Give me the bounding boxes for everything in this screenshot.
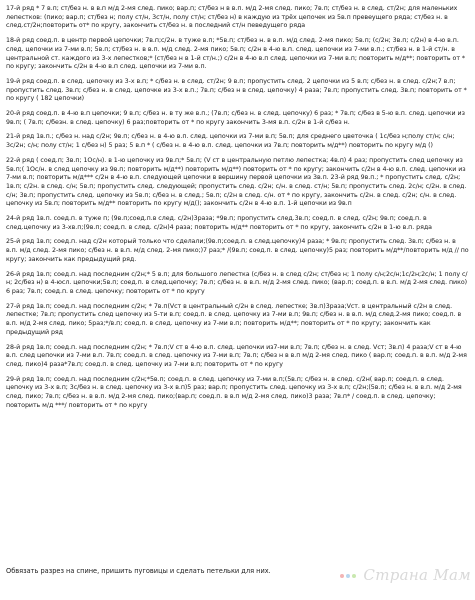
row-27-paragraph: 27-й ряд 1в.п; соед.п. над последним с/2н; * 7в.п(Vст в центральный с/2н в след. лепестке; 3в.п)3раза;Vст. в центральный с/2н в след. лепестке; 7в.п; пропустить след цепочку из 5-ти в.п; соед.п. в след. цепочку из 7-ми в.п; 9в.п; с/без н. в в.п. м/д след.2-мя пико; соед.п. в в.п. м/д 2-мя след. пико; 5раз;*/в.п; соед.п. в след. цепочку из 7-ми в.п; повторить м/д**; повторить от * по кругу; закончить как предыдущий ряд — [6, 302, 462, 336]
row-20-paragraph: 20-й ряд соед.п. в 4-ю в.п цепочки; 9 в.п; с/без н. в ту же в.п.; (7в.п; с/без н. в след. цепочку) 6 раз; * 7в.п; с/без в 5-ю в.п. след. цепочки из 9в.п; ( 7в.п; с/безн. в след. цепочку) 6 раз;повторить от * по кругу закончить 3-мя в.п. с/2н в 1-й с/без н. — [6, 110, 465, 126]
row-19-paragraph: 19-й ряд соед.п. в след. цепочку из 3-х в.п; * с/без н. в след. ст/2н; 9 в.п; пропустить след. 2 цепочки из 5 в.п; с/без н. в след. с/2н;7 в.п; пропустить след. 3в.п; с/без н. в след. цепочке из 3-х в.п.; 7в.п; с/без н в след. цепочку) 4 раза; 7в.п; пропустить след. 3в.п; повторить от * по кругу ( 182 цепочки) — [6, 77, 467, 103]
watermark-dot-icon — [340, 574, 344, 578]
finishing-note: Обвязать разрез на спине, пришить пуговицы и сделать петельки для них. — [6, 567, 271, 575]
row-28-paragraph: 28-й ряд 1в.п; соед.п. над последним с/2н; * 7в.п;V ст в 4-ю в.п. след. цепочки из7-ми в.п; 7в.п; с/без н. в след. Vст; 3в.п) 4 раза;V ст в 4-ю в.п. след цепочки из 7-ми в.п. 7в.п; соед.п. в след. цепочку из 7-ми в.п; 7в.п; с/без н в в.п м/д 2-мя след. пико ( вар.п; соед.п. в в.п. м/д 2-мя след. пико)4 раза*7в.п; соед.п. в след. цепочку из 7-ми в.п; повторить от * по кругу — [6, 343, 467, 368]
instructions-body — [6, 5, 469, 410]
row-21-paragraph: 21-й ряд 1в.п.; с/без н. над с/2н; 9в.п; с/без н. в 4-ю в.п. след. цепочки из 7-ми в.п; 5в.п; для среднего цветочка ( 1с/без н;полу ст/н; с/н; 3с/2н; с/н; полу ст/н; 1 с/без н) 5 раз; 5 в.п * ( с/без н. в 4-ю в.п. след. цепочки из 7в.п; повторить м/д**) повторить по кругу м/д () — [6, 133, 455, 150]
row-17-paragraph: 17-й ряд * 7 в.п; ст/без н. в в.п м/д 2-мя след. пико; вар.п; ст/без н в в.п. м/д 2-мя след. пико; 7в.п; ст/без н. в след. ст/2н; для маленьких лепестков: (пико; вар.п; ст/без н; полу ст/н, 3ст/н, полу ст/н; ст/без н) в каждую из трёх цепочек из 5в.п превеущего ряда; ст/без н. в след.ст/2н;повторить от* по кругу, закончить ст/без н. в последний ст/н певедущего ряда — [6, 5, 458, 30]
row-22-23-paragraph: 22-й ряд ( соед.п; 3в.п; 1Ос/н). в 1-ю цепочку из 9в.п;* 5в.п; (V ст в центральную петлю лепестка; 4в.п) 4 раз; пропустить след цепочку из 5в.п;( 1Ос/н. в след цепочку из 9в.п; повторить м/д**) повторить м/д**) повторить от * по кругу; закончить с/2н в 4-ю в.п. след. цепочки из 7-ми в.п; повторить м/д*** с/2н в 4-ю в.п. следующей цепочки в вершину первой цепочки из 3в.п. 23-й ряд 9в.п.; * пропустить след. с/2н; 1в.п; с/2н. в след. с/н; 5в.п; пропустить след. следующей; пропустить след. с/2н; с/н. в след. ст/н; 5в.п; пропустить след. 2с/н; с/2н. в след. с/н; 3в.п; пропустить след. цепочку из 5в.п; с/без н. в след.; 5в.п; с/2н в след. с/н. от * по кругу, закончить с/2н. в след. с/2н; с/н. в след. цепочку из 5в.п; повторить м/д** повторить по кругу м/д(); закончить с/2н в 4-ю в.п. 1-й цепочки из 9в.п — [6, 156, 467, 208]
row-25-paragraph: 25-й ряд 1в.п; соед.п. над с/2н который только что сделали;(9в.п;соед.п. в след.цепочку)4 раза; * 9в.п; пропустить след. 3в.п; с/без н. в в.п. м/д след. 2-мя пико; с/без н. в в.п. м/д след. 2-мя пико;)7 раз;* /(9в.п; соед.п. в след. цепочку)5 раз; повторить м/д**/повторить м/д // по кругу; закончить как предыдущий ряд. — [6, 238, 469, 263]
watermark-text: Страна Мам — [363, 566, 471, 584]
watermark-dot-icon — [346, 574, 350, 578]
row-26-paragraph: 26-й ряд 1в.п; соед.п. над последним с/2н;* 5 в.п; для большого лепестка (с/без н. в след с/2н; ст/без н; 1 полу с/н;2с/н;1с/2н;2с/н; 1 полу с/н; 2с/без н) в 4-юсл. цепочки;5в.п; соед.п. в след.цепочку; 7в.п; с/без н. в в.п. м/д 2-мя след. пико; (вар.п; соед.п. в в.п. м/д 2-мя след. пико) 6 раз; 7в.п; соед.п. в след. цепочку; повторить от * по кругу — [6, 270, 468, 295]
site-watermark — [340, 566, 471, 584]
document-page — [6, 5, 469, 595]
row-29-paragraph: 29-й ряд 1в.п; соед.п. над последним с/2н;*5в.п; соед.п. в след. цепочку из 7-ми в.п;(5в.п; с/без н. в след. с/2н( вар.п; соед.п. в след. цепочку из 3-х в.п; 3с/без н. в след. цепочку из 3-х в.п)5 раз; вар.п; пропустить след. цепочку из 3-х в.п; с/2н;(5в.п; с/без н. в в.п. м/д 2-мя след. пико; 7в.п; с/без н. в в.п. м/д 2-мя след. пико;(вар.п; соед.п. в в.п м/д 2-мя след. пико)3 раза; 7в.п* / соед.п. в след. цепочку; повторить м/д ***/ повторить от * по кругу — [6, 375, 462, 409]
watermark-dot-icon — [352, 574, 356, 578]
row-24-paragraph: 24-й ряд 1в.п. соед.п. в туже п; (9в.п;соед.п.в след. с/2н)3раза; *9в.п; пропустить след.3в.п; соед.п. в след. с/2н; 9в.п; соед.п. в след.цепочку из 3-хв.п;(9в.п; соед.п. в след. с/2н)4 раза; повторить м/д** повторить от * по кругу, закончить с/2н в 1-ю в.п. ряда — [6, 215, 432, 231]
row-18-paragraph: 18-й ряд соед.п. в центр первой цепочки; 7в.п;с/2н. в туже в.п; *5в.п; ст/без н. в в.п. м/д след. 2-мя пико; 5в.п; (с/2н; 3в.п; с/2н) в 4-ю в.п. след. цепочки из 7-ми в.п; 5в.п; ст/без н. в в.п. м/д след. 2-мя пико; 5в.п; с/2н в 4-ю в.п. след. цепочки из 7-ми в.п.; ст/без н. в 1-й ст/н. в центральной ст. каждого из 3-х лепестков;* (ст/без н в 1-й ст/н.;) с/2н в 4-ю в.п след. цепочки из 7-ми в.п; повторить м/д**; повторить от * по кругу; закончить с/2н в 4-ю в.п след. цепочки из 7-ми в.п. — [6, 37, 465, 71]
